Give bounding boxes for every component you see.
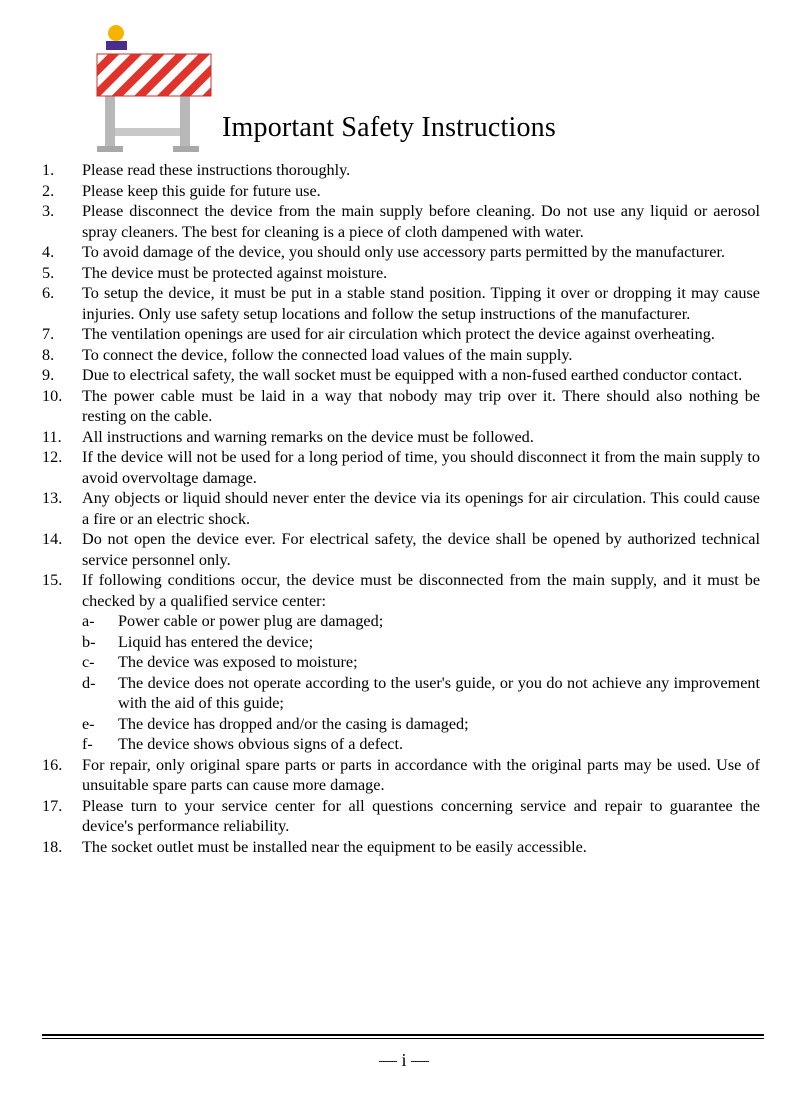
list-item	[42, 488, 760, 529]
list-item-number: 15.	[42, 571, 63, 589]
list-item-text-content: The device must be protected against moisture.	[82, 263, 388, 282]
list-item-number: 5.	[42, 263, 55, 282]
list-item	[42, 755, 760, 796]
sub-list-item-text: The device shows obvious signs of a defect.	[118, 735, 404, 753]
list-item-text	[82, 796, 760, 837]
list-item-text-content: Please turn to your service center for all questions concerning service and repair to guarantee the device's performance reliability.	[82, 796, 760, 835]
sub-list-item	[82, 632, 760, 653]
list-item-number: 3.	[42, 202, 55, 220]
list-item-number: 2.	[42, 181, 55, 200]
list-item-text	[82, 755, 760, 796]
footer-divider	[42, 1034, 764, 1036]
list-item-text-content: Please keep this guide for future use.	[82, 181, 321, 200]
list-item-text	[82, 837, 760, 858]
sub-list-item-text: The device does not operate according to the user's guide, or you do not achieve any improvement with the aid of this guide;	[118, 673, 760, 712]
list-item-text	[82, 570, 760, 755]
sub-list-item-text: Liquid has entered the device;	[118, 632, 314, 651]
list-item-number: 1.	[42, 161, 55, 179]
footer-divider-thin	[42, 1038, 764, 1039]
list-item-text	[82, 181, 760, 202]
sub-list-item-letter: f-	[82, 735, 93, 753]
sub-list-item-letter: c-	[82, 653, 95, 671]
list-item	[42, 283, 760, 324]
list-item-text	[82, 263, 760, 284]
list-item-text	[82, 488, 760, 529]
sub-list-item-letter: b-	[82, 632, 96, 651]
list-item	[42, 263, 760, 284]
list-item-text-content: If the device will not be used for a long period of time, you should disconnect it from the main supply to avoid overvoltage damage.	[82, 448, 760, 487]
sub-list-item-text: The device was exposed to moisture;	[118, 653, 358, 671]
list-item-text-content: All instructions and warning remarks on the device must be followed.	[82, 427, 534, 446]
page-number: — i —	[378, 1050, 429, 1070]
list-item	[42, 324, 760, 345]
list-item-text-content: To setup the device, it must be put in a stable stand position. Tipping it over or dropping it may cause injuries. Only use safety setup locations and follow the setup instructions of the manufacturer.	[82, 284, 760, 323]
list-item-text-content: The ventilation openings are used for air circulation which protect the device against overheating.	[82, 325, 715, 343]
list-item-number: 17.	[42, 796, 63, 815]
sub-list-item-text: Power cable or power plug are damaged;	[118, 612, 384, 630]
list-item	[42, 570, 760, 755]
list-item-text	[82, 242, 760, 263]
list-item	[42, 837, 760, 858]
sub-list-item-letter: a-	[82, 612, 95, 630]
list-item	[42, 160, 760, 181]
sub-list-item-letter: d-	[82, 673, 96, 692]
list-item	[42, 427, 760, 448]
list-item-text-content: If following conditions occur, the device must be disconnected from the main supply, and it must be checked by a qualified service center:	[82, 571, 760, 610]
list-item-number: 4.	[42, 243, 55, 261]
page-title: Important Safety Instructions	[222, 112, 556, 143]
list-item-number: 7.	[42, 325, 55, 343]
sub-list-item	[82, 714, 760, 735]
list-item	[42, 201, 760, 242]
safety-instructions-list	[42, 160, 760, 857]
list-item-number: 10.	[42, 386, 63, 405]
list-item-text	[82, 324, 760, 345]
list-item-text-content: The socket outlet must be installed near the equipment to be easily accessible.	[82, 837, 587, 856]
list-item-text-content: Please disconnect the device from the main supply before cleaning. Do not use any liquid or aerosol spray cleaners. The best for cleaning is a piece of cloth dampened with water.	[82, 202, 760, 241]
sub-list-item-text: The device has dropped and/or the casing is damaged;	[118, 714, 469, 733]
list-item-text-content: Do not open the device ever. For electrical safety, the device shall be opened by authorized technical service personnel only.	[82, 530, 760, 569]
list-item-text-content: Please read these instructions thoroughly.	[82, 161, 351, 179]
list-item-number: 9.	[42, 366, 55, 384]
list-item	[42, 181, 760, 202]
list-item-text	[82, 427, 760, 448]
list-item-text-content: For repair, only original spare parts or parts in accordance with the original parts may be used. Use of unsuitable spare parts can cause more damage.	[82, 755, 760, 794]
list-item-number: 16.	[42, 755, 63, 774]
sub-list-item-letter: e-	[82, 714, 95, 733]
list-item-text	[82, 386, 760, 427]
sub-list-item	[82, 652, 760, 673]
construction-barrier-icon	[93, 24, 215, 154]
list-item	[42, 529, 760, 570]
list-item-text	[82, 201, 760, 242]
list-item	[42, 242, 760, 263]
list-item	[42, 345, 760, 366]
list-item-number: 6.	[42, 284, 55, 302]
list-item-text-content: To avoid damage of the device, you should only use accessory parts permitted by the manufacturer.	[82, 243, 726, 261]
list-item-text-content: Any objects or liquid should never enter the device via its openings for air circulation. This could cause a fire or an electric shock.	[82, 489, 760, 528]
list-item	[42, 447, 760, 488]
list-item-text	[82, 529, 760, 570]
sub-list-item	[82, 611, 760, 632]
list-item	[42, 365, 760, 386]
sub-list-item	[82, 673, 760, 714]
sub-list-item	[82, 734, 760, 755]
list-item-number: 14.	[42, 530, 63, 548]
list-item-text	[82, 160, 760, 181]
list-item-number: 18.	[42, 837, 63, 856]
list-item-text-content: The power cable must be laid in a way that nobody may trip over it. There should also nothing be resting on the cable.	[82, 386, 760, 425]
list-item-number: 12.	[42, 448, 63, 466]
list-item	[42, 796, 760, 837]
list-item-text	[82, 345, 760, 366]
list-item-text	[82, 447, 760, 488]
list-item-number: 13.	[42, 489, 63, 507]
list-item-text-content: Due to electrical safety, the wall socket must be equipped with a non-fused earthed conductor contact.	[82, 366, 743, 384]
list-item	[42, 386, 760, 427]
list-item-number: 8.	[42, 345, 55, 364]
list-item-text-content: To connect the device, follow the connected load values of the main supply.	[82, 345, 573, 364]
list-item-text	[82, 283, 760, 324]
list-item-number: 11.	[42, 427, 62, 446]
list-item-text	[82, 365, 760, 386]
